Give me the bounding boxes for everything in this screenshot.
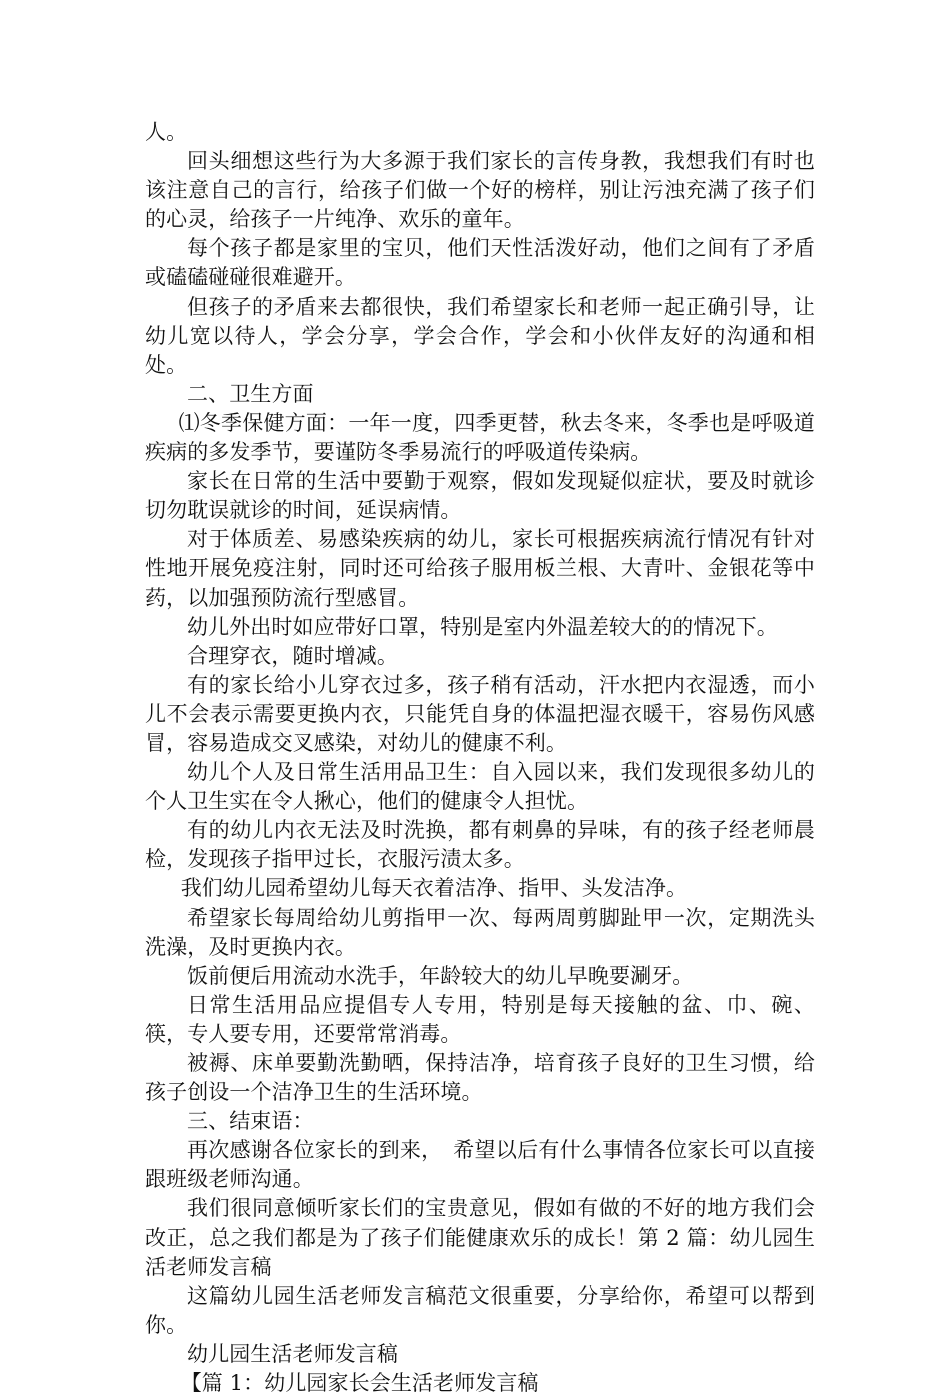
section-heading: 三、结束语： xyxy=(187,1109,314,1134)
paragraph: 我们幼儿园希望幼儿每天衣着洁净、指甲、头发洁净。 xyxy=(180,876,688,901)
paragraph: 再次感谢各位家长的到来， 希望以后有什么事情各位家长可以直接跟班级老师沟通。 xyxy=(145,1138,815,1192)
document-body xyxy=(145,118,815,1398)
paragraph: 被褥、床单要勤洗勤晒，保持洁净，培育孩子良好的卫生习惯，给孩子创设一个洁净卫生的生活环境。 xyxy=(145,1051,815,1105)
paragraph: 幼儿个人及日常生活用品卫生：自入园以来，我们发现很多幼儿的个人卫生实在令人揪心，他们的健康令人担忧。 xyxy=(145,760,815,814)
paragraph: 日常生活用品应提倡专人专用，特别是每天接触的盆、巾、碗、筷，专人要专用，还要常常消毒。 xyxy=(145,992,815,1046)
paragraph: 回头细想这些行为大多源于我们家长的言传身教，我想我们有时也该注意自己的言行，给孩子们做一个好的榜样，别让污浊充满了孩子们的心灵，给孩子一片纯净、欢乐的童年。 xyxy=(145,149,815,232)
paragraph: 对于体质差、易感染疾病的幼儿，家长可根据疾病流行情况有针对性地开展免疫注射，同时还可给孩子服用板兰根、大青叶、金银花等中药，以加强预防流行型感冒。 xyxy=(145,527,815,610)
paragraph: 人。 xyxy=(145,120,188,144)
paragraph: 有的家长给小儿穿衣过多，孩子稍有活动，汗水把内衣湿透，而小儿不会表示需要更换内衣，只能凭自身的体温把湿衣暖干，容易伤风感冒，容易造成交叉感染，对幼儿的健康不利。 xyxy=(145,672,815,755)
paragraph: 但孩子的矛盾来去都很快，我们希望家长和老师一起正确引导，让幼儿宽以待人，学会分享，学会合作，学会和小伙伴友好的沟通和相处。 xyxy=(145,294,815,377)
paragraph: 我们很同意倾听家长们的宝贵意见，假如有做的不好的地方我们会改正，总之我们都是为了孩子们能健康欢乐的成长！第 2 篇：幼儿园生活老师发言稿 xyxy=(145,1196,815,1279)
paragraph: 有的幼儿内衣无法及时洗换，都有刺鼻的异味，有的孩子经老师晨检，发现孩子指甲过长，衣服污渍太多。 xyxy=(145,818,815,872)
article-title: 【篇 1：幼儿园家长会生活老师发言稿 xyxy=(180,1371,539,1396)
paragraph: 这篇幼儿园生活老师发言稿范文很重要，分享给你，希望可以帮到你。 xyxy=(145,1283,815,1337)
section-heading: 二、卫生方面 xyxy=(187,381,314,406)
paragraph: 每个孩子都是家里的宝贝，他们天性活泼好动，他们之间有了矛盾或磕磕碰碰很难避开。 xyxy=(145,236,815,290)
paragraph: ⑴冬季保健方面：一年一度，四季更替，秋去冬来，冬季也是呼吸道疾病的多发季节，要谨防冬季易流行的呼吸道传染病。 xyxy=(145,410,815,465)
paragraph: 家长在日常的生活中要勤于观察，假如发现疑似症状，要及时就诊切勿耽误就诊的时间，延误病情。 xyxy=(145,469,815,523)
paragraph: 饭前便后用流动水洗手，年龄较大的幼儿早晚要涮牙。 xyxy=(187,963,694,988)
document-subtitle: 幼儿园生活老师发言稿 xyxy=(187,1341,398,1366)
paragraph: 合理穿衣，随时增减。 xyxy=(187,643,398,668)
paragraph: 希望家长每周给幼儿剪指甲一次、每两周剪脚趾甲一次，定期洗头洗澡，及时更换内衣。 xyxy=(145,905,815,959)
paragraph: 幼儿外出时如应带好口罩，特别是室内外温差较大的的情况下。 xyxy=(187,614,778,639)
